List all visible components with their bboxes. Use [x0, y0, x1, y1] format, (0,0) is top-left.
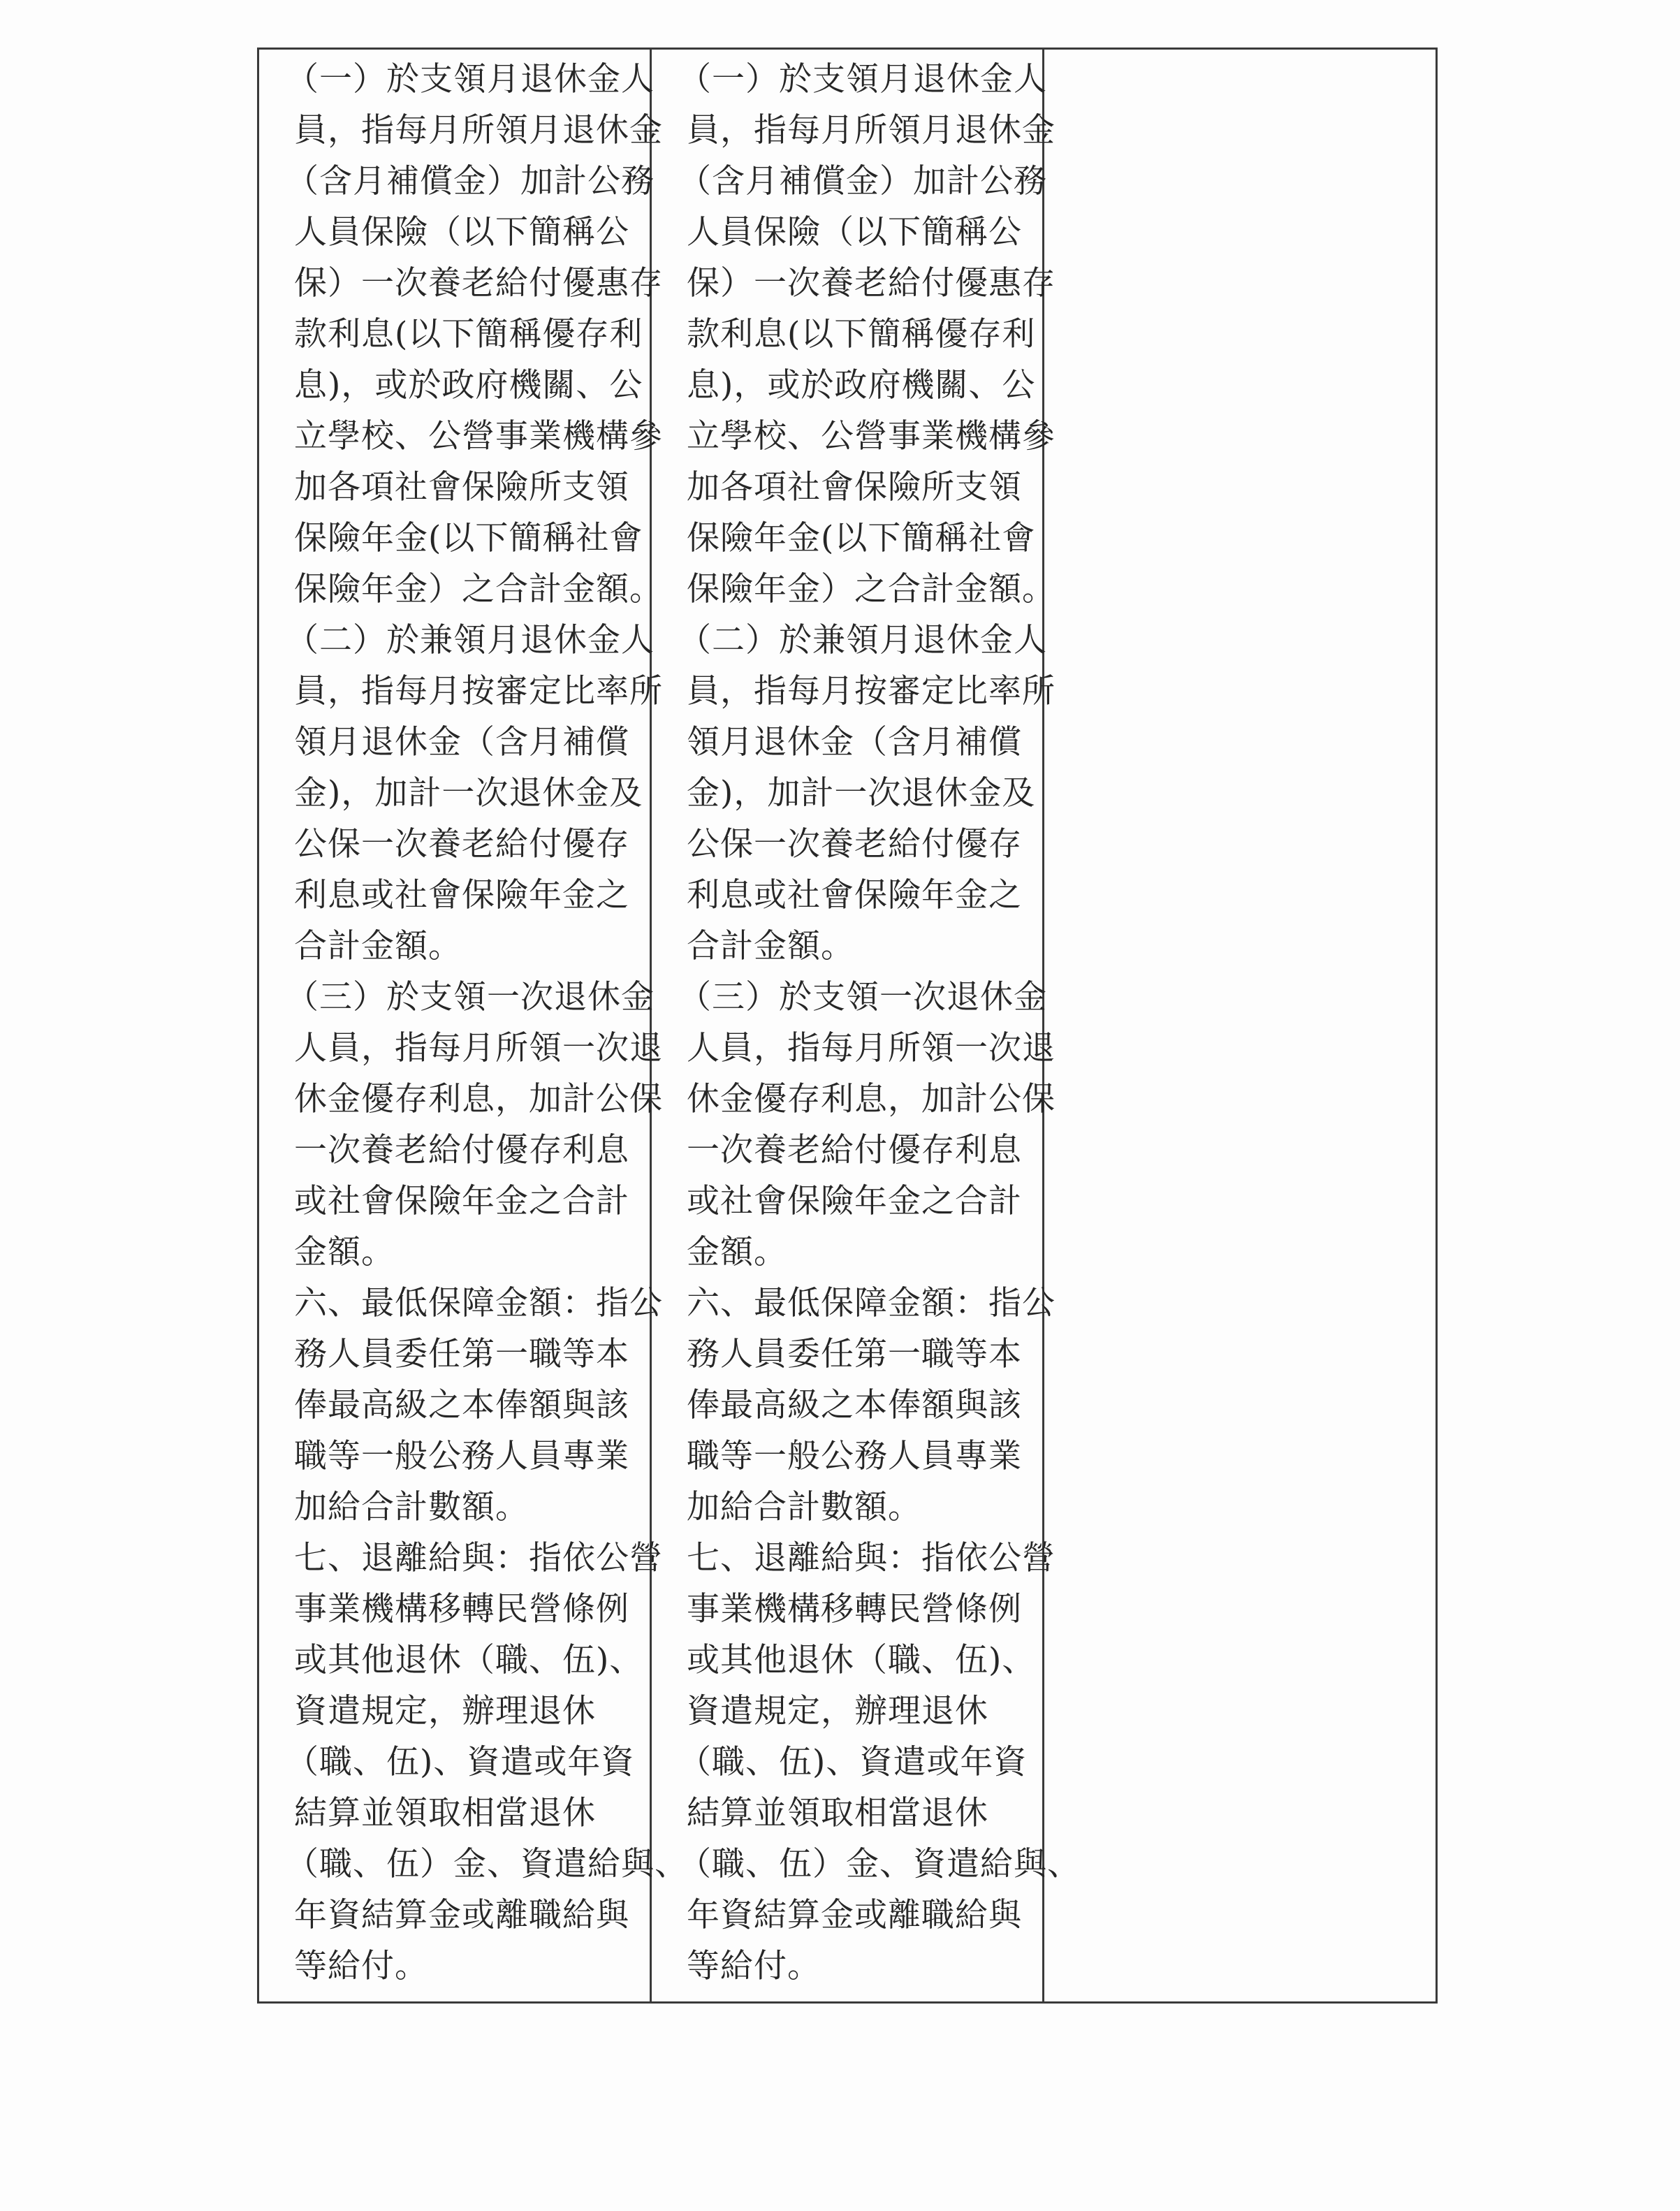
- text-line: 領月退休金（含月補償: [294, 723, 629, 761]
- text-line: 等給付。: [687, 1947, 821, 1985]
- text-line: （職、伍)、資遣或年資: [286, 1743, 635, 1781]
- text-line: 公保一次養老給付優存: [294, 825, 629, 863]
- text-line: 息)，或於政府機關、公: [294, 366, 643, 404]
- text-line: 休金優存利息，加計公保: [687, 1080, 1056, 1118]
- text-line: 六、最低保障金額：指公: [294, 1284, 663, 1322]
- text-line: 金)，加計一次退休金及: [687, 774, 1036, 812]
- text-line: 立學校、公營事業機構參: [294, 417, 663, 455]
- text-line: 利息或社會保險年金之: [294, 876, 629, 914]
- column-revised-text: [652, 50, 1081, 2001]
- text-line: （含月補償金）加計公務: [286, 162, 655, 200]
- text-line: 公保一次養老給付優存: [687, 825, 1022, 863]
- text-line: 利息或社會保險年金之: [687, 876, 1022, 914]
- text-line: 加給合計數額。: [687, 1488, 921, 1526]
- text-line: 員，指每月所領月退休金: [294, 111, 663, 149]
- text-line: 事業機構移轉民營條例: [294, 1590, 629, 1628]
- text-line: 合計金額。: [294, 927, 462, 965]
- text-line: 人員保險（以下簡稱公: [294, 213, 629, 251]
- text-line: 人員，指每月所領一次退: [294, 1029, 663, 1067]
- text-line: 俸最高級之本俸額與該: [687, 1386, 1022, 1424]
- text-line: 資遣規定，辦理退休: [687, 1692, 988, 1730]
- text-line: 息)，或於政府機關、公: [687, 366, 1036, 404]
- text-line: 結算並領取相當退休: [294, 1794, 596, 1832]
- text-line: 金)，加計一次退休金及: [294, 774, 643, 812]
- text-line: 七、退離給與：指依公營: [294, 1539, 663, 1577]
- text-line: 領月退休金（含月補償: [687, 723, 1022, 761]
- text-line: 職等一般公務人員專業: [687, 1437, 1022, 1475]
- text-line: 立學校、公營事業機構參: [687, 417, 1056, 455]
- text-line: （含月補償金）加計公務: [678, 162, 1047, 200]
- text-line: 加各項社會保險所支領: [294, 468, 629, 506]
- text-line: （二）於兼領月退休金人: [286, 621, 655, 659]
- text-line: 人員保險（以下簡稱公: [687, 213, 1022, 251]
- text-line: （三）於支領一次退休金: [286, 978, 655, 1016]
- text-line: 人員，指每月所領一次退: [687, 1029, 1056, 1067]
- text-line: 資遣規定，辦理退休: [294, 1692, 596, 1730]
- text-line: （職、伍)、資遣或年資: [678, 1743, 1028, 1781]
- text-line: 務人員委任第一職等本: [687, 1335, 1022, 1373]
- text-line: 等給付。: [294, 1947, 428, 1985]
- text-line: 年資結算金或離職給與: [687, 1896, 1022, 1934]
- text-line: 或社會保險年金之合計: [294, 1182, 629, 1220]
- text-line: 保）一次養老給付優惠存: [294, 264, 663, 302]
- text-line: 保）一次養老給付優惠存: [687, 264, 1056, 302]
- text-line: （職、伍）金、資遣給與、: [286, 1845, 688, 1883]
- text-line: 員，指每月所領月退休金: [687, 111, 1056, 149]
- text-line: 金額。: [294, 1233, 395, 1271]
- text-line: 員，指每月按審定比率所: [687, 672, 1056, 710]
- text-line: 一次養老給付優存利息: [687, 1131, 1022, 1169]
- text-line: 或其他退休（職、伍)、: [294, 1641, 643, 1679]
- text-line: 加給合計數額。: [294, 1488, 529, 1526]
- text-line: 休金優存利息，加計公保: [294, 1080, 663, 1118]
- text-line: 保險年金(以下簡稱社會: [687, 519, 1036, 557]
- text-line: （三）於支領一次退休金: [678, 978, 1047, 1016]
- text-line: 職等一般公務人員專業: [294, 1437, 629, 1475]
- text-line: 結算並領取相當退休: [687, 1794, 988, 1832]
- text-line: （一）於支領月退休金人: [286, 60, 655, 98]
- column-original-text: [259, 50, 688, 2001]
- text-line: 俸最高級之本俸額與該: [294, 1386, 629, 1424]
- column-notes: [1044, 50, 1436, 2001]
- text-line: 或其他退休（職、伍)、: [687, 1641, 1036, 1679]
- text-line: 年資結算金或離職給與: [294, 1896, 629, 1934]
- text-line: （職、伍）金、資遣給與、: [678, 1845, 1081, 1883]
- comparison-table: [257, 48, 1438, 2004]
- text-line: 六、最低保障金額：指公: [687, 1284, 1056, 1322]
- text-line: （一）於支領月退休金人: [678, 60, 1047, 98]
- text-line: 款利息(以下簡稱優存利: [687, 315, 1036, 353]
- text-line: 員，指每月按審定比率所: [294, 672, 663, 710]
- text-line: 事業機構移轉民營條例: [687, 1590, 1022, 1628]
- text-line: 七、退離給與：指依公營: [687, 1539, 1056, 1577]
- text-line: 保險年金）之合計金額。: [294, 570, 663, 608]
- text-line: （二）於兼領月退休金人: [678, 621, 1047, 659]
- text-line: 加各項社會保險所支領: [687, 468, 1022, 506]
- text-line: 合計金額。: [687, 927, 854, 965]
- text-line: 或社會保險年金之合計: [687, 1182, 1022, 1220]
- text-line: 款利息(以下簡稱優存利: [294, 315, 643, 353]
- text-line: 保險年金(以下簡稱社會: [294, 519, 643, 557]
- text-line: 金額。: [687, 1233, 787, 1271]
- text-line: 務人員委任第一職等本: [294, 1335, 629, 1373]
- text-line: 一次養老給付優存利息: [294, 1131, 629, 1169]
- text-line: 保險年金）之合計金額。: [687, 570, 1056, 608]
